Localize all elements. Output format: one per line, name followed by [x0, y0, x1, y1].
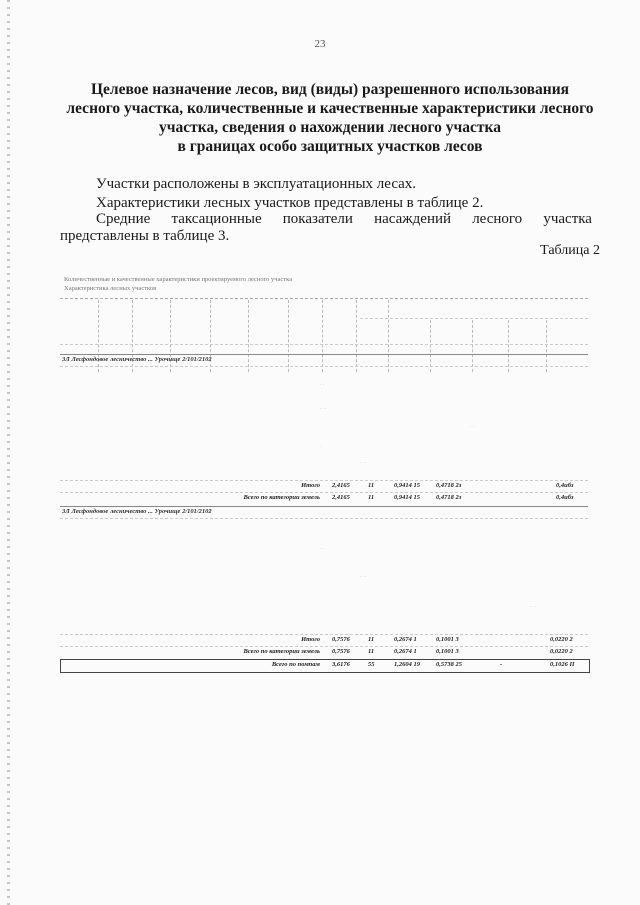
- word: Средние: [96, 211, 151, 227]
- section-title: [40, 80, 620, 156]
- col-divider: [508, 320, 509, 372]
- cell-count: 11: [368, 636, 375, 643]
- row-label: Итого: [301, 636, 320, 643]
- cell-v2: 0,4718 2з: [436, 494, 462, 501]
- table-subcaption: Характеристика лесных участков: [64, 285, 157, 292]
- section1-top-rule: [60, 354, 588, 355]
- cell-v1: 0,9414 15: [394, 482, 420, 489]
- col-divider: [322, 300, 323, 372]
- cell-v2: 0,1001 3: [436, 636, 459, 643]
- title-line-1: Целевое назначение лесов, вид (виды) разрешенного использования: [90, 81, 570, 98]
- cell-v1: 0,2674 1: [394, 648, 417, 655]
- row-label: Всего по категории земель: [243, 494, 320, 501]
- col-divider: [356, 300, 357, 372]
- cell-count: 55: [368, 661, 375, 668]
- paragraph-table3-ref-line1: [96, 210, 592, 228]
- col-divider: [288, 300, 289, 372]
- cell-v3: -: [500, 661, 503, 668]
- col-divider: [388, 300, 389, 372]
- table-row: [60, 647, 588, 658]
- faint-cell: . . .: [320, 406, 327, 411]
- cell-area: 2,4165: [332, 482, 350, 489]
- col-divider: [430, 320, 431, 372]
- paragraph-forest-category: Участки расположены в эксплуатационных лесах.: [96, 176, 417, 192]
- faint-cell: . .: [320, 546, 324, 551]
- col-divider: [472, 320, 473, 372]
- section1-head: ЗЛ Лесфондовое лесничество ... Урочище 2/101/2102: [62, 356, 212, 363]
- word: насаждений: [374, 211, 452, 227]
- word: участка: [543, 211, 592, 227]
- title-line-3: участка, сведения о нахождении лесного участка: [159, 119, 501, 136]
- cell-area: 2,4165: [332, 494, 350, 501]
- cell-area: 0,7576: [332, 648, 350, 655]
- row-label: Итого: [301, 482, 320, 489]
- page-number: 23: [314, 38, 326, 50]
- section2-top-rule: [60, 506, 588, 507]
- cell-v4: 0,1026 II: [550, 661, 575, 668]
- row-divider: [60, 518, 588, 519]
- table-2: [60, 274, 588, 684]
- cell-v4: 0,4ибз: [556, 494, 574, 501]
- cell-v4: 0,4ибз: [556, 482, 574, 489]
- cell-v2: 0,1001 3: [436, 648, 459, 655]
- row-label: Всего по категории земель: [243, 648, 320, 655]
- header-divider: [60, 344, 588, 345]
- cell-count: 11: [368, 494, 375, 501]
- faint-cell: . . .: [360, 574, 367, 579]
- cell-v2: 0,5738 25: [436, 661, 462, 668]
- cell-v4: 0,0220 2: [550, 636, 573, 643]
- total-row: [60, 660, 588, 671]
- cell-count: 11: [368, 648, 375, 655]
- col-divider: [546, 320, 547, 372]
- paragraph-table2-ref: Характеристики лесных участков представлены в таблице 2.: [96, 195, 484, 211]
- cell-area: 3,6176: [332, 661, 350, 668]
- row-label: Всего по помпам: [271, 661, 320, 668]
- cell-v1: 1,2604 19: [394, 661, 420, 668]
- cell-v1: 0,9414 15: [394, 494, 420, 501]
- word: таксационные: [171, 211, 262, 227]
- col-divider: [248, 300, 249, 372]
- table-caption: Количественные и качественные характеристики проектируемого лесного участка: [64, 276, 293, 283]
- cell-count: 11: [368, 482, 375, 489]
- faint-cell: . . .: [530, 604, 537, 609]
- table-label: Таблица 2: [540, 243, 600, 258]
- faint-cell: . . .: [360, 460, 367, 465]
- faint-cell: .: [320, 444, 322, 449]
- table-row: [60, 493, 588, 504]
- cell-v2: 0,4718 2з: [436, 482, 462, 489]
- table-row: [60, 635, 588, 646]
- cell-v1: 0,2674 1: [394, 636, 417, 643]
- faint-cell: . .: [470, 424, 474, 429]
- cell-v4: 0,0220 2: [550, 648, 573, 655]
- header-divider: [360, 318, 588, 319]
- scan-edge-artifact: [7, 0, 10, 905]
- faint-cell: . .: [320, 382, 324, 387]
- section2-head: ЗЛ Лесфондовое лесничество ... Урочище 2/101/2102: [62, 508, 212, 515]
- title-line-4: в границах особо защитных участков лесов: [177, 138, 483, 155]
- table-row: [60, 481, 588, 492]
- row-divider: [60, 366, 588, 367]
- paragraph-table3-ref-line2: представлены в таблице 3.: [60, 228, 230, 244]
- title-line-2: лесного участка, количественные и качественные характеристики лесного: [66, 100, 594, 117]
- word: показатели: [282, 211, 353, 227]
- cell-area: 0,7576: [332, 636, 350, 643]
- word: лесного: [472, 211, 523, 227]
